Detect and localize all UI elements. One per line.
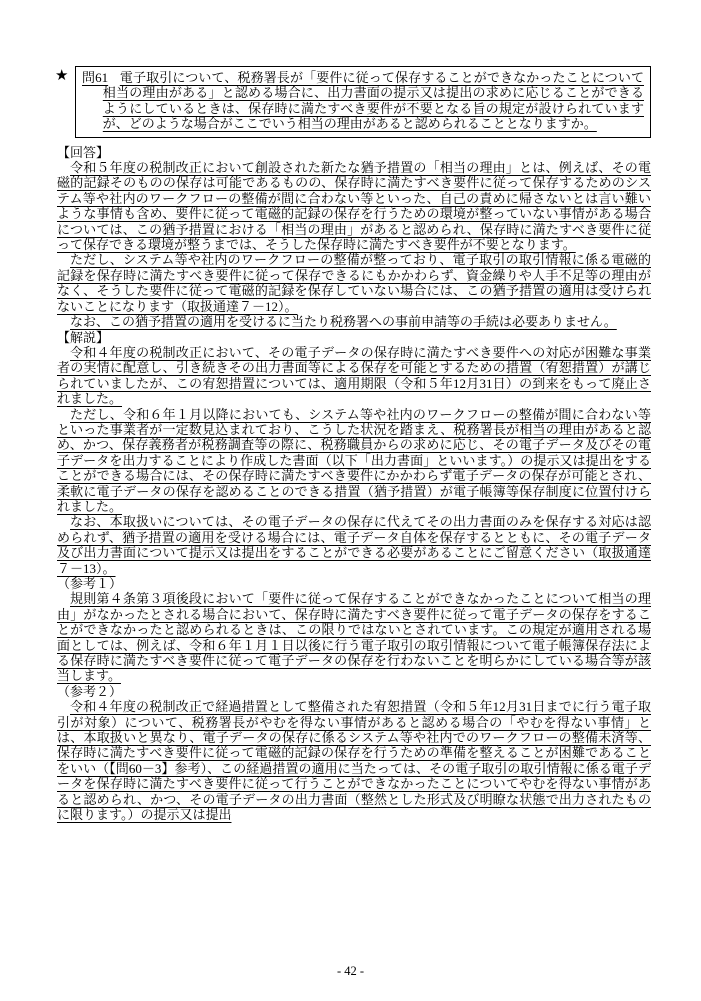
- page-number: - 42 -: [336, 963, 365, 978]
- answer-paragraph: なお、この猶予措置の適用を受けるに当たり税務署への事前申請等の手続は必要ありません。: [70, 314, 617, 330]
- explanation-paragraph: なお、本取扱いについては、その電子データの保存に代えてその出力書面のみを保存する対応は認められず、猶予措置の適用を受ける場合には、電子データ自体を保存するとともに、その電子データ及び出力書面について提示又は提出をすることができる必要があることにご留意ください（取扱通達７－13）。: [57, 514, 651, 576]
- document-content: [57, 66, 651, 823]
- question-box: [75, 66, 651, 138]
- question-text-block: [82, 70, 644, 132]
- answer-header: 【回答】: [57, 144, 110, 160]
- explanation-section: [57, 330, 651, 577]
- reference1-header: （参考１）: [57, 576, 123, 591]
- reference2-header: （参考２）: [57, 683, 123, 699]
- explanation-paragraph: ただし、令和６年１月以降においても、システム等や社内のワークフローの整備が間に合わない等といった事業者が一定数見込まれており、こうした状況を踏まえ、税務署長が相当の理由があると認め、かつ、保存義務者が税務調査等の際に、税務職員からの求めに応じ、その電子データ及びその電子データを出力することにより作成した書面（以下「出力書面」といいます。）の提示又は提出をすることができる場合には、その保存時に満たすべき要件にかかわらず電子データの保存が可能とされ、柔軟に電子データの保存を認めることのできる措置（猶予措置）が電子帳簿等保存制度に位置付けられました。: [57, 406, 651, 514]
- explanation-paragraph: 令和４年度の税制改正において、その電子データの保存時に満たすべき要件への対応が困難な事業者の実情に配意し、引き続きその出力書面等による保存を可能とするための措置（宥恕措置）が講じられていましたが、この宥恕措置については、適用期限（令和５年12月31日）の到来をもって廃止されました。: [57, 344, 651, 407]
- answer-section: [57, 145, 651, 330]
- answer-paragraph: ただし、システム等や社内のワークフローの整備が整っており、電子取引の取引情報に係る電磁的記録を保存時に満たすべき要件に従って保存できるにもかかわらず、資金繰りや人手不足等の理由がなく、そうした要件に従って電磁的記録を保存していない場合には、この猶予措置の適用は受けられないことになります（取扱通達７－12）。: [57, 252, 651, 314]
- reference1-paragraph: 規則第４条第３項後段において「要件に従って保存することができなかったことについて相当の理由」がなかったとされる場合において、保存時に満たすべき要件に従って電子データの保存をすることができなかったと認められるときは、この限りではないとされています。この規定が適用される場面としては、例えば、令和６年１月１日以後に行う電子取引の取引情報について電子帳簿保存法による保存時に満たすべき要件に従って電子データの保存を行わないことを明らかにしている場合等が該当します。: [57, 591, 651, 684]
- question-text: 電子取引について、税務署長が「要件に従って保存することができなかったことについて相当の理由がある」と認める場合に、出力書面の提示又は提出の求めに応じることができるようにしているときは、保存時に満たすべき要件が不要となる旨の規定が設けられていますが、どのような場合がここでいう相当の理由があると認められることとなりますか。: [102, 70, 644, 132]
- answer-paragraph: 令和５年度の税制改正において創設された新たな猶予措置の「相当の理由」とは、例えば、その電磁的記録そのものの保存は可能であるものの、保存時に満たすべき要件に従って保存するためのシステム等や社内のワークフローの整備が間に合わない等といった、自己の責めに帰さないとは言い難いような事情も含め、要件に従って電磁的記録の保存を行うための環境が整っていない事情がある場合については、この猶予措置における「相当の理由」があると認められ、保存時に満たすべき要件に従って保存できる環境が整うまでは、そうした保存時に満たすべき要件が不要となります。: [57, 160, 651, 253]
- question-label: 問61: [82, 70, 109, 85]
- star-marker: ★: [55, 68, 69, 84]
- reference1-section: [57, 576, 651, 684]
- explanation-header: 【解説】: [57, 329, 110, 345]
- reference2-section: [57, 684, 651, 823]
- question-row: [57, 66, 651, 138]
- reference2-paragraph: 令和４年度の税制改正で経過措置として整備された宥恕措置（令和５年12月31日までに行う電子取引が対象）について、税務署長がやむを得ない事情があると認める場合の「やむを得ない事情」とは、本取扱いと異なり、電子データの保存に係るシステム等や社内でのワークフローの整備未済等、保存時に満たすべき要件に従って電磁的記録の保存を行うための準備を整えることが困難であることをいい（【問60－3】参考）、この経過措置の適用に当たっては、その電子取引の取引情報に係る電子データを保存時に満たすべき要件に従って行うことができなかったことについてやむを得ない事情があると認められ、かつ、その電子データの出力書面（整然とした形式及び明瞭な状態で出力されたものに限ります。）の提示又は提出: [57, 699, 651, 823]
